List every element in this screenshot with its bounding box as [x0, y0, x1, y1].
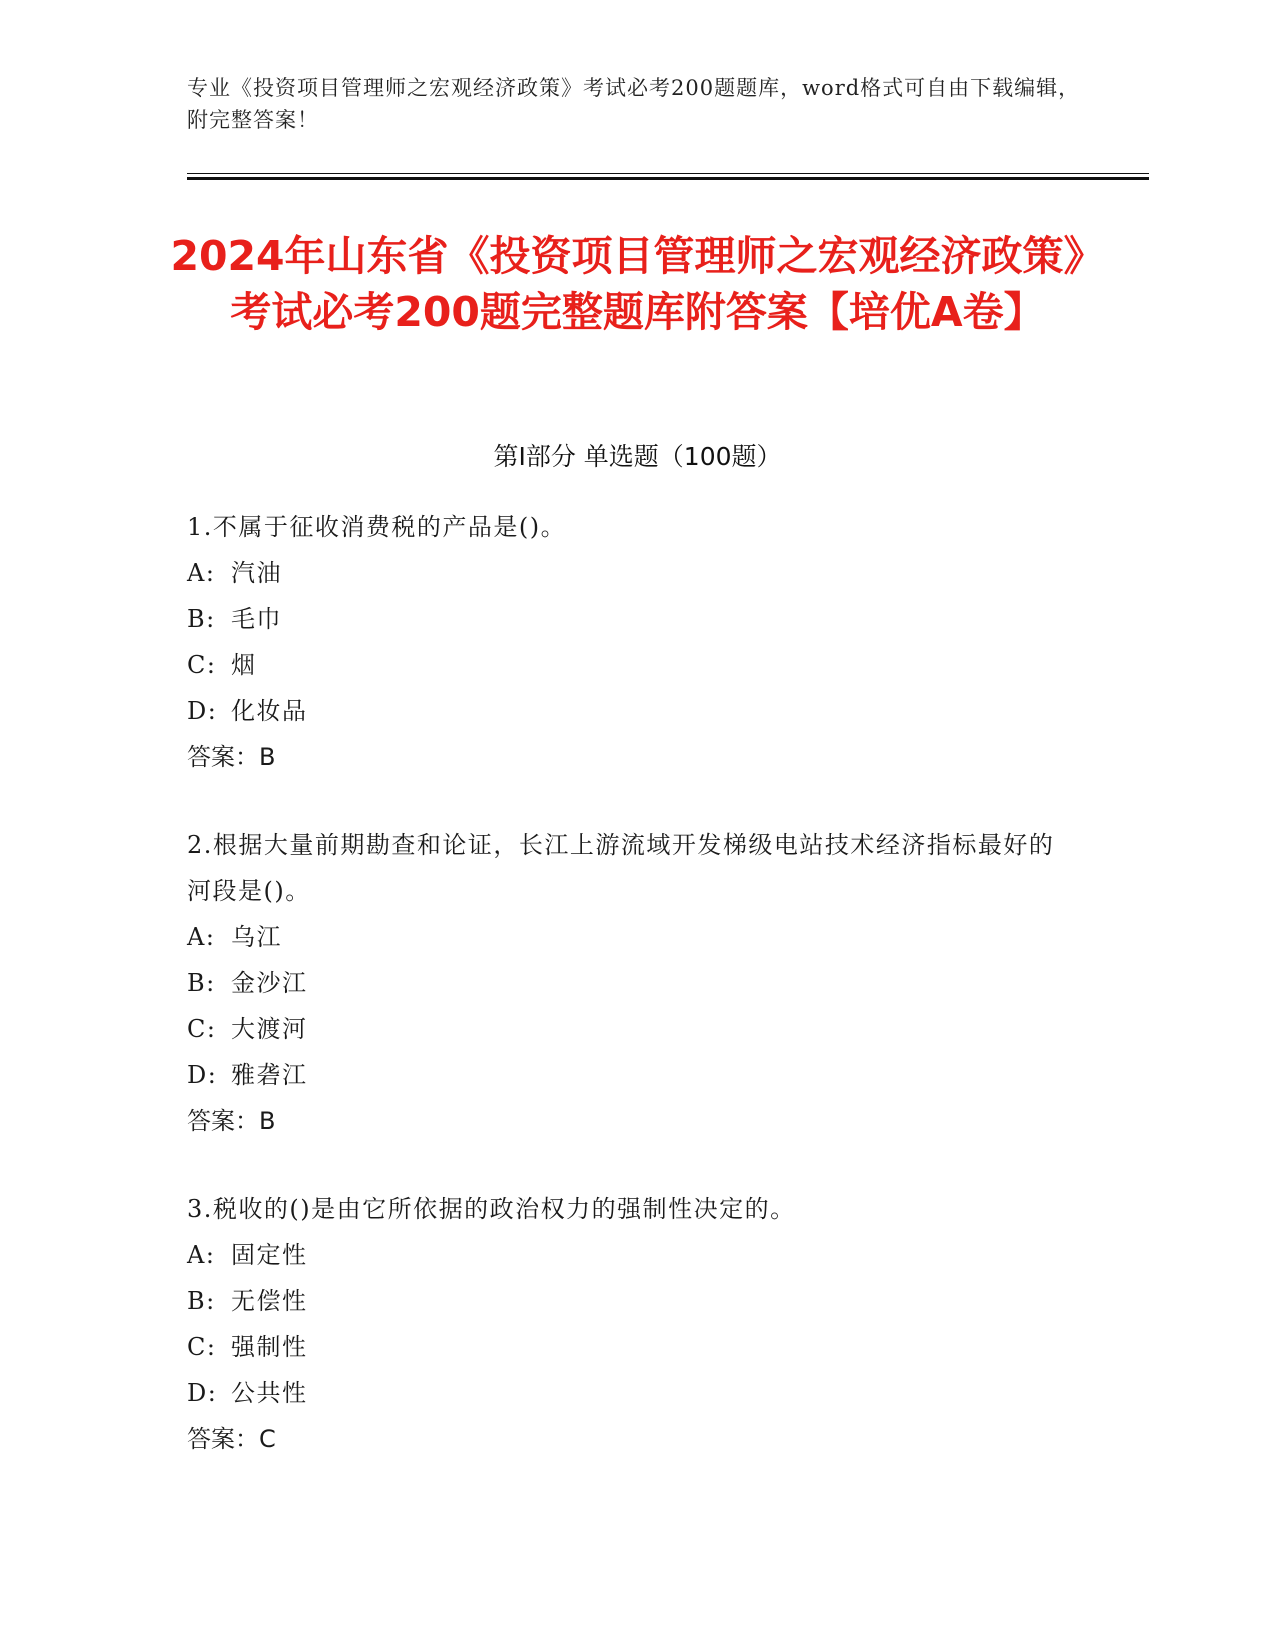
option-b	[187, 1278, 1067, 1324]
option-letter: B:	[187, 1287, 216, 1315]
answer-line: 答案：C	[187, 1425, 276, 1453]
option-text: 毛巾	[231, 605, 282, 633]
option-text: 汽油	[231, 559, 282, 587]
answer-line: 答案：B	[187, 743, 276, 771]
option-text: 乌江	[231, 923, 282, 951]
option-a	[187, 914, 1067, 960]
document-title: 2024年山东省《投资项目管理师之宏观经济政策》考试必考200题完整题库附答案【培优A卷】	[170, 232, 1105, 336]
question-block-1	[187, 504, 1067, 780]
option-a	[187, 1232, 1067, 1278]
option-letter: C:	[187, 1333, 217, 1361]
option-letter: C:	[187, 1015, 217, 1043]
option-b	[187, 960, 1067, 1006]
option-letter: A:	[187, 923, 216, 951]
option-text: 烟	[231, 651, 257, 679]
option-d	[187, 688, 1067, 734]
option-d	[187, 1370, 1067, 1416]
section-heading: 第I部分 单选题（100题）	[493, 442, 782, 471]
question-text: 1.不属于征收消费税的产品是()。	[187, 513, 567, 541]
header-divider-thin	[187, 173, 1149, 174]
option-text: 固定性	[231, 1241, 308, 1269]
option-letter: B:	[187, 969, 216, 997]
option-b	[187, 596, 1067, 642]
option-text: 强制性	[231, 1333, 308, 1361]
question-text: 2.根据大量前期勘查和论证，长江上游流域开发梯级电站技术经济指标最好的河段是()。	[187, 831, 1055, 905]
option-a	[187, 550, 1067, 596]
answer-line: 答案：B	[187, 1107, 276, 1135]
option-letter: C:	[187, 651, 217, 679]
option-letter: D:	[187, 1061, 218, 1089]
header-note: 专业《投资项目管理师之宏观经济政策》考试必考200题题库，word格式可自由下载编辑，附完整答案！	[187, 76, 1081, 132]
option-c	[187, 1324, 1067, 1370]
question-block-2	[187, 822, 1067, 1144]
option-letter: D:	[187, 697, 218, 725]
option-text: 公共性	[231, 1379, 308, 1407]
header-divider-thick	[187, 177, 1149, 180]
option-text: 大渡河	[231, 1015, 308, 1043]
option-text: 无偿性	[231, 1287, 308, 1315]
option-c	[187, 642, 1067, 688]
option-letter: A:	[187, 1241, 216, 1269]
option-text: 雅砻江	[231, 1061, 308, 1089]
option-c	[187, 1006, 1067, 1052]
option-letter: D:	[187, 1379, 218, 1407]
option-d	[187, 1052, 1067, 1098]
option-letter: A:	[187, 559, 216, 587]
option-letter: B:	[187, 605, 216, 633]
question-block-3	[187, 1186, 1067, 1462]
question-text: 3.税收的()是由它所依据的政治权力的强制性决定的。	[187, 1195, 796, 1223]
option-text: 化妆品	[231, 697, 308, 725]
option-text: 金沙江	[231, 969, 308, 997]
